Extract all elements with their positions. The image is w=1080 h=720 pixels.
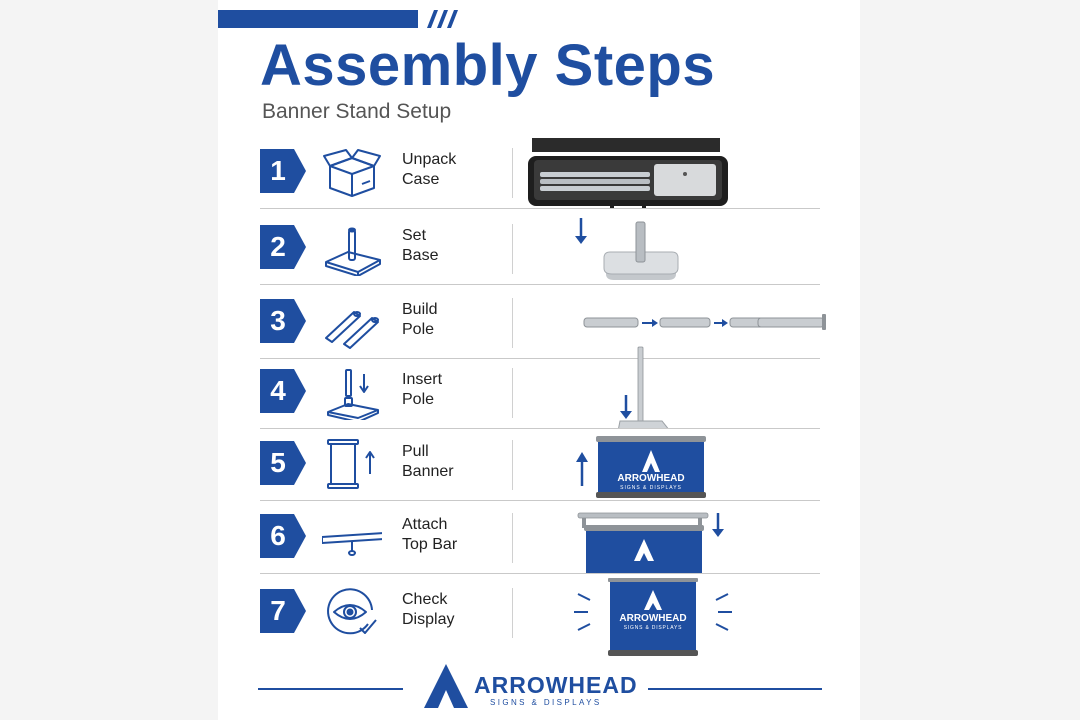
step-label [402, 226, 438, 266]
step-number: 5 [270, 447, 286, 478]
step-row-1 [260, 138, 820, 208]
step-label-line1: Insert [402, 371, 443, 388]
row-divider [260, 284, 820, 285]
step-label-line2: Case [402, 171, 440, 188]
step-label-line1: Check [402, 591, 448, 608]
row-divider-vertical [512, 588, 513, 638]
step-label-line1: Unpack [402, 151, 457, 168]
insert-pole-illustration [522, 336, 820, 428]
top-bar-icon [322, 509, 382, 565]
step-label-line2: Pole [402, 391, 435, 408]
step-label [402, 590, 454, 630]
step-badge [260, 149, 306, 193]
display-brand-tagline: SIGNS & DISPLAYS [623, 625, 683, 631]
row-divider-vertical [512, 440, 513, 490]
step-badge [260, 441, 306, 485]
row-divider-vertical [512, 513, 513, 563]
display-brand-name: ARROWHEAD [619, 613, 687, 624]
step-label-line1: Pull [402, 443, 429, 460]
pull-banner-icon [322, 436, 382, 492]
row-divider-vertical [512, 148, 513, 198]
step-label-line2: Banner [402, 463, 454, 480]
assembly-sheet [218, 0, 860, 720]
step-number: 7 [270, 595, 286, 626]
banner-brand-tagline: SIGNS & DISPLAYS [620, 485, 682, 491]
step-number: 4 [270, 375, 286, 406]
row-divider-vertical [512, 224, 513, 274]
open-case-illustration [522, 138, 820, 208]
step-badge [260, 369, 306, 413]
row-divider-vertical [512, 368, 513, 418]
step-label-line2: Display [402, 611, 455, 628]
step-row-2 [260, 214, 820, 284]
row-divider [260, 428, 820, 429]
step-label-line1: Build [402, 301, 438, 318]
step-label [402, 442, 454, 482]
step-label [402, 300, 438, 340]
step-label-line1: Set [402, 227, 427, 244]
step-number: 1 [270, 155, 286, 186]
step-row-7 [260, 578, 820, 648]
step-row-6 [260, 503, 820, 573]
box-icon [322, 144, 382, 200]
step-row-4 [260, 358, 820, 428]
footer-logo-name: ARROWHEAD [474, 672, 638, 698]
step-number: 6 [270, 520, 286, 551]
step-label [402, 370, 442, 410]
step-badge [260, 589, 306, 633]
base-illustration [522, 214, 820, 284]
footer-logo-tagline: SIGNS & DISPLAYS [490, 698, 602, 707]
base-icon [322, 220, 382, 276]
header-accent-stripes [421, 10, 461, 28]
step-badge [260, 225, 306, 269]
step-row-5 [260, 430, 820, 500]
footer-rule-left [258, 688, 403, 690]
step-label-line2: Top Bar [402, 536, 458, 553]
step-label-line2: Base [402, 247, 439, 264]
poles-icon [322, 294, 382, 350]
top-bar-illustration [522, 503, 820, 573]
page-subtitle: Banner Stand Setup [262, 100, 452, 123]
step-number: 2 [270, 231, 286, 262]
page-title: Assembly Steps [260, 33, 716, 98]
step-badge [260, 299, 306, 343]
step-number: 3 [270, 305, 286, 336]
row-divider [260, 573, 820, 574]
header-accent-bar [218, 10, 418, 28]
row-divider [260, 500, 820, 501]
step-label [402, 150, 456, 190]
step-label-line1: Attach [402, 516, 448, 533]
step-badge [260, 514, 306, 558]
row-divider [260, 208, 820, 209]
insert-pole-icon [322, 364, 382, 420]
footer-rule-right [648, 688, 822, 690]
step-label [402, 515, 457, 555]
banner-brand-name: ARROWHEAD [617, 473, 685, 484]
eye-check-icon [322, 584, 382, 640]
footer-logo [424, 660, 638, 714]
arrowhead-logo-icon [424, 664, 468, 708]
step-label-line2: Pole [402, 321, 435, 338]
